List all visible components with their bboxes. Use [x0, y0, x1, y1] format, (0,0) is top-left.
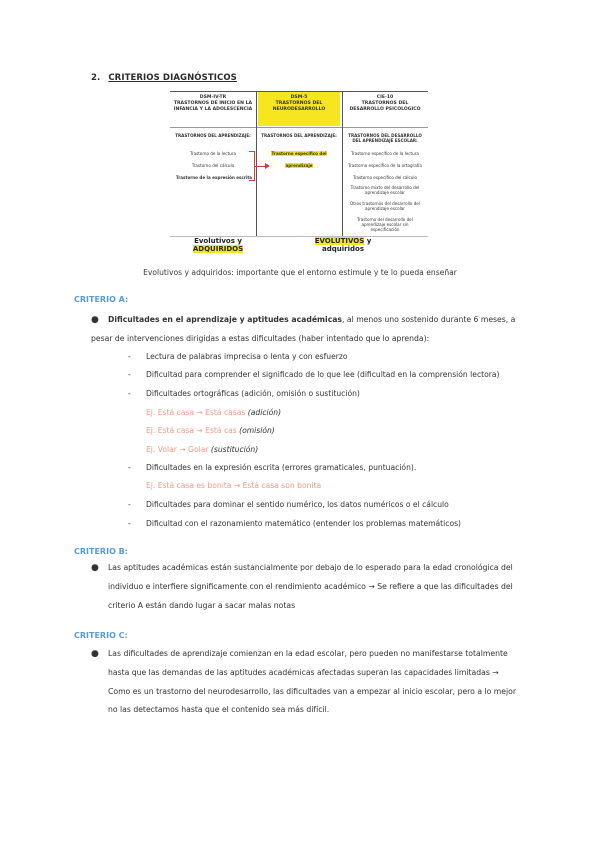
figure-header-divider [170, 127, 428, 128]
dash: - [128, 463, 131, 472]
criterio-a-label: CRITERIO A: [74, 295, 129, 304]
figure-col-divider-2 [342, 91, 343, 236]
footer-left-line2: ADQUIRIDOS [192, 245, 244, 254]
cie-10-item: Trastorno específico de la ortografía [348, 163, 422, 168]
example-note: (adición) [247, 408, 282, 417]
criterio-c-line: hasta que las demandas de las aptitudes académicas afectadas superan las capacidades limitadas → [108, 667, 499, 677]
dsm-5-header [258, 92, 340, 126]
criterio-b-line: criterio A están dando lugar a sacar malas notas [108, 600, 296, 610]
dsm-5-item-line2: aprendizaje [285, 163, 313, 168]
criterio-c-bullet [91, 645, 532, 720]
section-heading [91, 73, 237, 83]
dsm-iv-item: Trastorno de la lectura [189, 151, 236, 156]
section-title: CRITERIOS DIAGNÓSTICOS [108, 73, 237, 83]
dash: - [128, 500, 131, 509]
figure-footer-right [310, 237, 376, 253]
criterio-b-line: Las aptitudes académicas están sustancialmente por debajo de lo esperado para la edad cronológica del [108, 563, 513, 572]
cie-10-header [344, 92, 426, 126]
criterio-a-bold: Dificultades en el aprendizaje y aptitudes académicas [108, 315, 343, 324]
cie-10-header-text: CIE-10 TRASTORNOS DEL DESARROLLO PSICOLÓGICO [349, 95, 421, 112]
figure-col-divider-1 [256, 91, 257, 236]
dsm-5-item [258, 151, 340, 156]
bullet-dot: ● [91, 649, 99, 659]
dash: - [128, 519, 131, 528]
list-item-text: Dificultad para comprender el significado de lo que lee (dificultad en la comprensión lectora) [146, 370, 500, 379]
bullet-dot: ● [91, 315, 99, 325]
example-text: Ej. Está casa es bonita → Está casa son bonita [146, 481, 322, 490]
example-note: (omisión) [239, 426, 275, 435]
dash: - [128, 370, 131, 379]
list-item-text: Dificultades ortográficas (adición, omisión o sustitución) [146, 389, 360, 398]
criterio-a-line1 [91, 311, 532, 330]
list-item-text: Dificultad con el razonamiento matemático (entender los problemas matemáticos) [146, 519, 462, 528]
criterio-c-line: Como es un trastorno del neurodesarrollo, las dificultades van a empezar al inicio escolar, pero a lo mejor [108, 686, 516, 696]
cie-10-item: Otros trastornos del desarrollo del aprendizaje escolar [350, 201, 420, 212]
example-text: Ej. Volar → Golar [146, 445, 209, 454]
cie-10-item: Trastorno mixto del desarrollo del aprendizaje escolar [350, 185, 420, 196]
dsm-iv-header [172, 92, 254, 126]
classification-figure [170, 91, 428, 259]
dsm-iv-item: Trastorno del cálculo [191, 163, 235, 168]
cie-10-item: Trastorno específico de la lectura [351, 151, 419, 156]
criterio-a-rest: , al menos uno sostenido durante 6 meses, a [342, 315, 516, 324]
list-item-text: Dificultades para dominar el sentido numérico, los datos numéricos o el cálculo [146, 500, 449, 509]
example-line [146, 408, 281, 417]
cie-10-item: Trastorno del desarrollo del aprendizaje escolar sin especificación [357, 217, 413, 233]
dsm-5-item [258, 163, 340, 168]
criterio-a-bullet [91, 311, 532, 349]
dsm-iv-subheader: TRASTORNOS DEL APRENDIZAJE: [175, 133, 251, 138]
bullet-dot: ● [91, 563, 99, 573]
dsm-5-subheader: TRASTORNOS DEL APRENDIZAJE: [261, 133, 337, 138]
example-text: Ej. Está casa → Está cas [146, 426, 237, 435]
example-line [146, 426, 275, 435]
dash: - [128, 352, 131, 361]
footer-right-line2: adquiridos [322, 245, 364, 254]
criterio-a-line2: pesar de intervenciones dirigidas a estas dificultades (haber intentado que lo aprenda): [91, 333, 430, 343]
figure-footer-left [188, 237, 248, 253]
footer-right-highlight: EVOLUTIVOS [314, 237, 365, 245]
criterio-b-line: individuo e interfiere significamente con el rendimiento académico → Se refiere a que las dificultades del [108, 581, 513, 591]
criterio-c-label: CRITERIO C: [74, 631, 128, 640]
dsm-iv-item: Trastorno de la expresión escrita [175, 175, 253, 180]
figure-caption: Evolutivos y adquiridos: importante que el entorno estimule y te lo pueda enseñar [143, 268, 457, 277]
section-number: 2. [91, 73, 101, 83]
dsm-5-item-line1: Trastorno específico del [271, 151, 327, 156]
dash: - [128, 389, 131, 398]
example-note: (sustitución) [210, 445, 259, 454]
dsm-iv-header-text: DSM-IV-TR TRASTORNOS DE INICIO EN LA INFANCIA Y LA ADOLESCENCIA [173, 95, 253, 112]
criterio-c-line: Las dificultades de aprendizaje comienzan en la edad escolar, pero pueden no manifestarse totalmente [108, 649, 508, 658]
dsm-5-header-text: DSM-5 TRASTORNOS DEL NEURODESARROLLO [272, 95, 326, 112]
example-line [146, 445, 258, 454]
criterio-b-bullet [91, 559, 532, 615]
cie-10-item: Trastorno específico del cálculo [352, 175, 418, 180]
criterio-c-line: no las detectamos hasta que el contenido sea más difícil. [108, 705, 330, 715]
cie-10-subheader: TRASTORNOS DEL DESARROLLO DEL APRENDIZAJE ESCOLAR: [348, 133, 422, 144]
list-item-text: Dificultades en la expresión escrita (errores gramaticales, puntuación). [146, 463, 417, 472]
criterio-b-label: CRITERIO B: [74, 547, 128, 556]
footer-right-rest: y [364, 237, 372, 245]
footer-left-line1: Evolutivos y [194, 237, 242, 245]
example-line [146, 481, 321, 490]
example-text: Ej. Está casa → Está casas [146, 408, 246, 417]
list-item-text: Lectura de palabras imprecisa o lenta y con esfuerzo [146, 352, 348, 361]
